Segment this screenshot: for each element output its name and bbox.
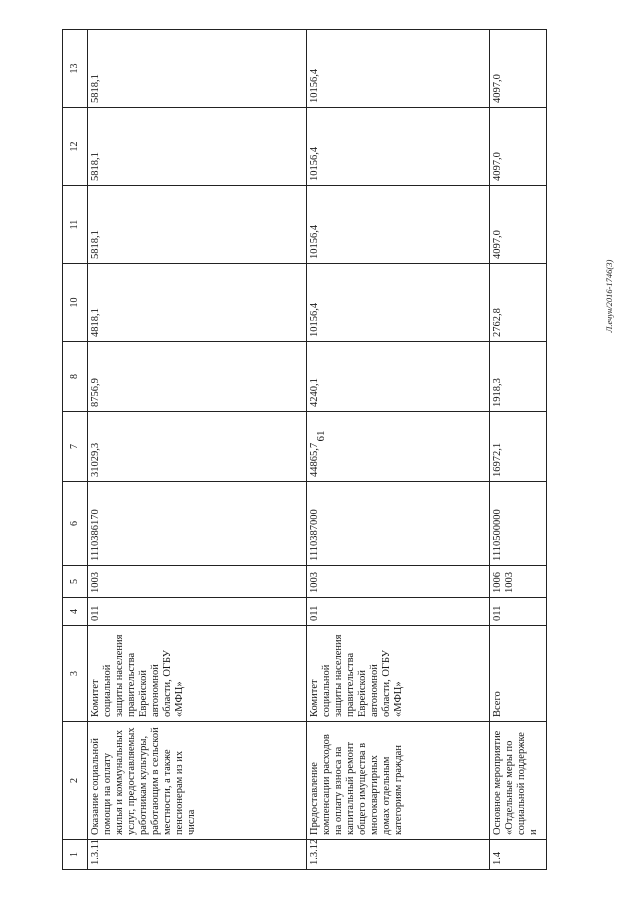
cell-value-11: 10156,4 xyxy=(307,186,490,264)
header-col-1: 1 xyxy=(63,840,88,870)
cell-grbs: 011 xyxy=(490,598,547,626)
header-col-4: 4 xyxy=(63,598,88,626)
cell-value-12: 4097,0 xyxy=(490,108,547,186)
cell-value-11: 5818,1 xyxy=(88,186,307,264)
header-col-7: 7 xyxy=(63,412,88,482)
cell-grbs: 011 xyxy=(88,598,307,626)
cell-value-13: 10156,4 xyxy=(307,30,490,108)
cell-executor: Комитет социальной защиты населения правительства Еврейской автономной области, ОГБУ «МФЦ» xyxy=(307,626,490,722)
cell-value-13: 5818,1 xyxy=(88,30,307,108)
cell-value-8: 1918,3 xyxy=(490,342,547,412)
cell-executor: Всего xyxy=(490,626,547,722)
header-row xyxy=(63,30,88,870)
cell-csr: 1110387000 xyxy=(307,482,490,566)
header-col-6: 6 xyxy=(63,482,88,566)
header-col-12: 12 xyxy=(63,108,88,186)
cell-grbs: 011 xyxy=(307,598,490,626)
cell-item-number: 1.4 xyxy=(490,840,547,870)
table-row xyxy=(88,30,307,870)
rotated-table-wrapper xyxy=(62,30,539,870)
header-col-13: 13 xyxy=(63,30,88,108)
header-col-10: 10 xyxy=(63,264,88,342)
cell-value-13: 4097,0 xyxy=(490,30,547,108)
cell-value-12: 5818,1 xyxy=(88,108,307,186)
cell-csr: 1110500000 xyxy=(490,482,547,566)
table-row xyxy=(490,30,547,870)
cell-executor: Комитет социальной защиты населения правительства Еврейской автономной области, ОГБУ «МФЦ» xyxy=(88,626,307,722)
cell-value-12: 10156,4 xyxy=(307,108,490,186)
cell-value-10: 4818,1 xyxy=(88,264,307,342)
page-number: 61 xyxy=(315,430,327,442)
cell-value-7: 31029,3 xyxy=(88,412,307,482)
cell-value-10: 2762,8 xyxy=(490,264,547,342)
header-col-3: 3 xyxy=(63,626,88,722)
cell-rzpr: 1003 xyxy=(307,566,490,598)
table-row xyxy=(307,30,490,870)
cell-value-8: 8756,9 xyxy=(88,342,307,412)
cell-value-10: 10156,4 xyxy=(307,264,490,342)
table-frame xyxy=(62,30,640,865)
cell-value-11: 4097,0 xyxy=(490,186,547,264)
header-col-11: 11 xyxy=(63,186,88,264)
header-col-2: 2 xyxy=(63,722,88,840)
cell-measure-name: Предоставление компенсации расходов на оплату взноса на капитальный ремонт общего имущества в многоквартирных домах отдельным категориям граждан xyxy=(307,722,490,840)
cell-measure-name: Оказание социальной помощи на оплату жилья и коммунальных услуг, предоставляемых работникам культуры, работающим в сельской местности, а также пенсионерам из их числа xyxy=(88,722,307,840)
cell-item-number: 1.3.11 xyxy=(88,840,307,870)
cell-value-7: 44865,7 xyxy=(307,412,490,482)
cell-rzpr: 1003 xyxy=(88,566,307,598)
header-col-8: 8 xyxy=(63,342,88,412)
cell-item-number: 1.3.12 xyxy=(307,840,490,870)
cell-csr: 1110386170 xyxy=(88,482,307,566)
header-col-5: 5 xyxy=(63,566,88,598)
cell-measure-name: Основное мероприятие «Отдельные меры по социальной поддержке и xyxy=(490,722,547,840)
budget-table xyxy=(62,29,547,870)
cell-value-8: 4240,1 xyxy=(307,342,490,412)
cell-value-7: 16972,1 xyxy=(490,412,547,482)
cell-rzpr: 1006 1003 xyxy=(490,566,547,598)
document-stamp: Л.ечун/2016-1746(3) xyxy=(604,259,614,333)
